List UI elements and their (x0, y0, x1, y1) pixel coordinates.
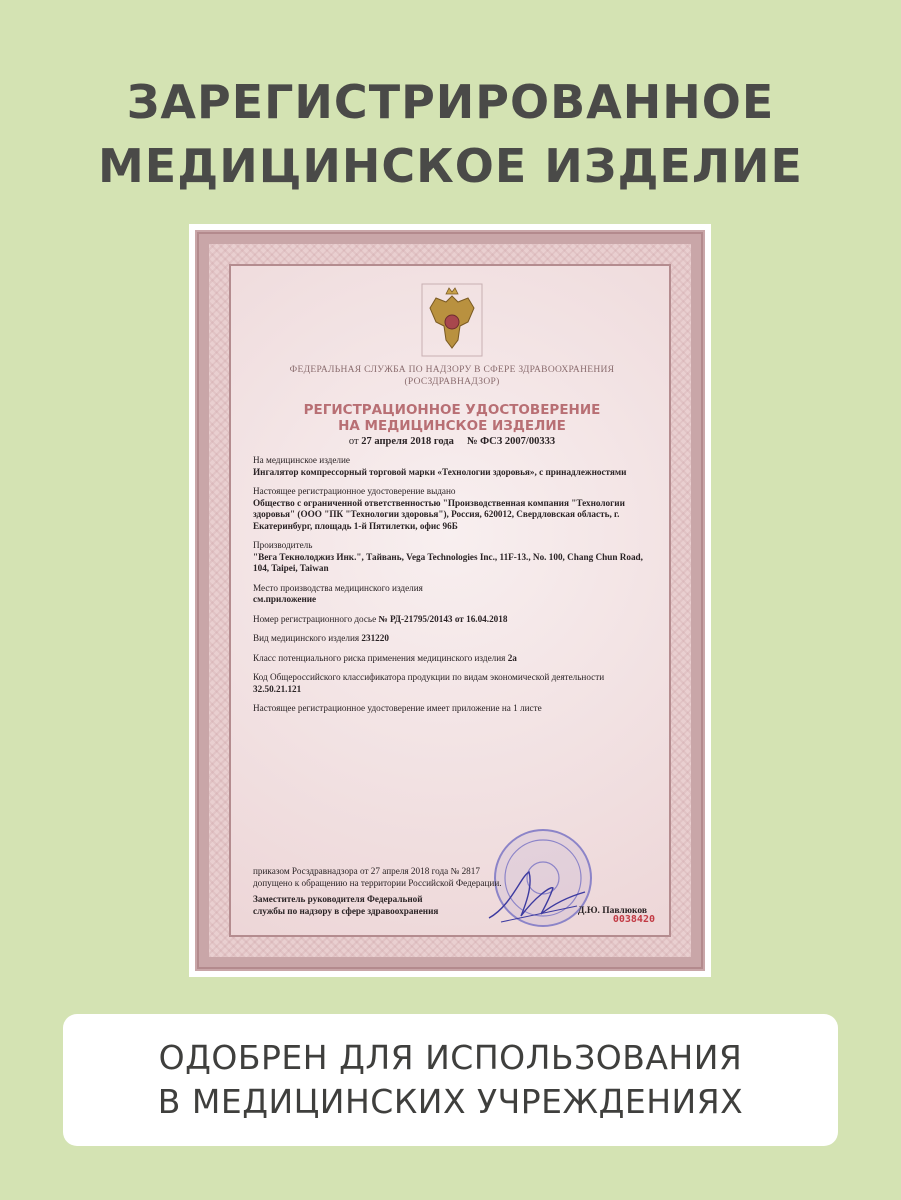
certificate-body (229, 264, 671, 937)
certificate-document (195, 230, 705, 971)
order-text: приказом Росздравнадзора от 27 апреля 2018 года № 2817 допущено к обращению на территории Российской Федерации. (253, 866, 502, 888)
risk-class-field: Класс потенциального риска применения медицинского изделия 2а (253, 652, 517, 663)
coat-of-arms-icon (416, 282, 488, 360)
page-headline (0, 70, 901, 198)
certificate-date-number: от 27 апреля 2018 года № ФСЗ 2007/00333 (348, 436, 556, 447)
certificate-title: РЕГИСТРАЦИОННОЕ УДОСТОВЕРЕНИЕ НА МЕДИЦИНСКОЕ ИЗДЕЛИЕ (303, 402, 601, 434)
device-field: На медицинское изделие Ингалятор компрессорный торговой марки «Технологии здоровья», с принадлежностями (253, 455, 627, 477)
manufacturer-field: Производитель "Вега Текнолоджиз Инк.", Тайвань, Vega Technologies Inc., 11F-13., No. 100, Chang Chun Road, 104, Taipei, Taiwan (253, 540, 643, 573)
serial-number: 0038420 (612, 914, 655, 925)
production-place-field: Место производства медицинского изделия см.приложение (253, 582, 423, 604)
agency-name: ФЕДЕРАЛЬНАЯ СЛУЖБА ПО НАДЗОРУ В СФЕРЕ ЗДРАВООХРАНЕНИЯ (РОСЗДРАВНАДЗОР) (289, 365, 615, 387)
signature-icon (481, 866, 591, 926)
signer-name: Д.Ю. Павлюков (577, 906, 647, 916)
headline-line-1: ЗАРЕГИСТРИРОВАННОЕ (126, 75, 775, 129)
okp-code-field: Код Общероссийского классификатора продукции по видам экономической деятельности 32.50.21.121 (253, 672, 605, 694)
signer-title: Заместитель руководителя Федеральной службы по надзору в сфере здравоохранения (253, 894, 439, 916)
issued-to-field: Настоящее регистрационное удостоверение выдано Общество с ограниченной ответственностью "Производственная компания "Технологии здоровья" (ООО "ПК "Технологии здоровья"), Россия, 620012, Свердловская область, г. Екатеринбург, площадь 1-й Пятилетки, офис 96Б (253, 486, 625, 531)
appendix-note: Настоящее регистрационное удостоверение имеет приложение на 1 листе (253, 703, 542, 713)
certificate-image-frame (189, 224, 711, 977)
approval-banner (63, 1014, 838, 1146)
headline-line-2: МЕДИЦИНСКОЕ ИЗДЕЛИЕ (98, 139, 803, 193)
device-kind-field: Вид медицинского изделия 231220 (253, 633, 389, 643)
approval-text: ОДОБРЕН ДЛЯ ИСПОЛЬЗОВАНИЯ В МЕДИЦИНСКИХ УЧРЕЖДЕНИЯХ (157, 1038, 744, 1121)
dossier-field: Номер регистрационного досье № РД-21795/20143 от 16.04.2018 (253, 613, 508, 624)
